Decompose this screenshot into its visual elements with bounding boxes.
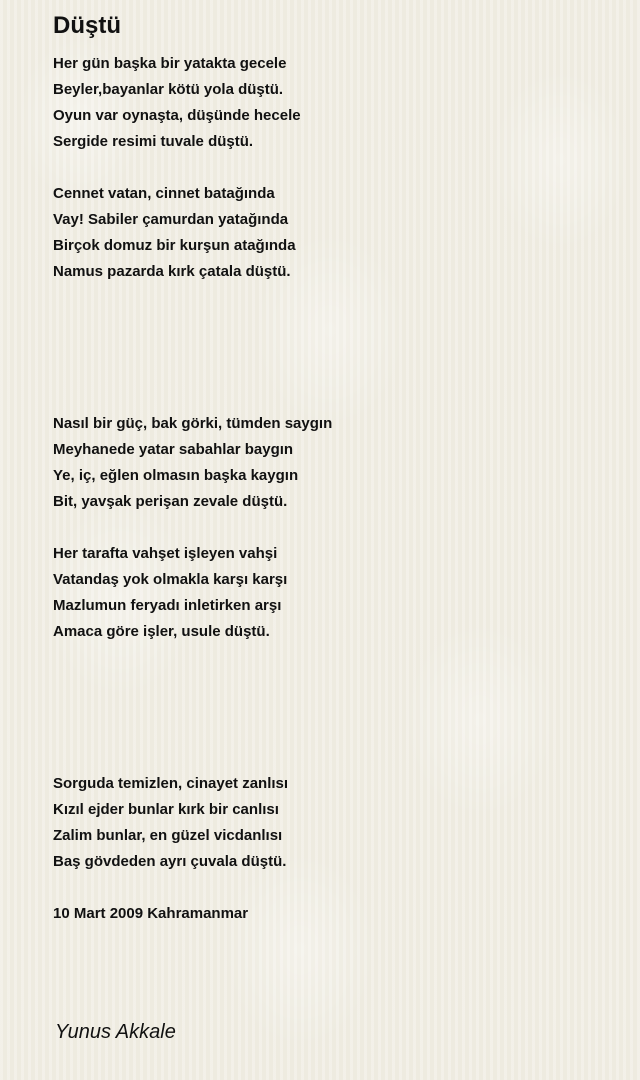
poem-line: Sorguda temizlen, cinayet zanlısı (53, 775, 289, 792)
poem-line: Zalim bunlar, en güzel vicdanlısı (53, 827, 283, 844)
poem-line: Vatandaş yok olmakla karşı karşı (53, 571, 288, 588)
poem-line: Nasıl bir güç, bak görki, tümden saygın (53, 415, 333, 432)
poem-line: Bit, yavşak perişan zevale düştü. (53, 493, 288, 510)
poem-line: Cennet vatan, cinnet batağında (53, 185, 275, 202)
poem-line: Birçok domuz bir kurşun atağında (53, 237, 296, 254)
poem-author: Yunus Akkale (55, 1021, 176, 1043)
poem-line: Her tarafta vahşet işleyen vahşi (53, 545, 278, 562)
poem-line: Meyhanede yatar sabahlar baygın (53, 441, 294, 458)
poem-title: Düştü (53, 12, 121, 39)
poem-date-place: 10 Mart 2009 Kahramanmar (53, 905, 249, 922)
poem-line: Mazlumun feryadı inletirken arşı (53, 597, 282, 614)
poem-line: Namus pazarda kırk çatala düştü. (53, 263, 291, 280)
poem-line: Kızıl ejder bunlar kırk bir canlısı (53, 801, 279, 818)
poem-line: Baş gövdeden ayrı çuvala düştü. (53, 853, 287, 870)
poem-line: Sergide resimi tuvale düştü. (53, 133, 254, 150)
poem-line: Ye, iç, eğlen olmasın başka kaygın (53, 467, 299, 484)
poem-line: Her gün başka bir yatakta gecele (53, 55, 287, 72)
poem-line: Oyun var oynaşta, düşünde hecele (53, 107, 301, 124)
poem-line: Amaca göre işler, usule düştü. (53, 623, 270, 640)
poem-line: Vay! Sabiler çamurdan yatağında (53, 211, 289, 228)
poem-line: Beyler,bayanlar kötü yola düştü. (53, 81, 284, 98)
